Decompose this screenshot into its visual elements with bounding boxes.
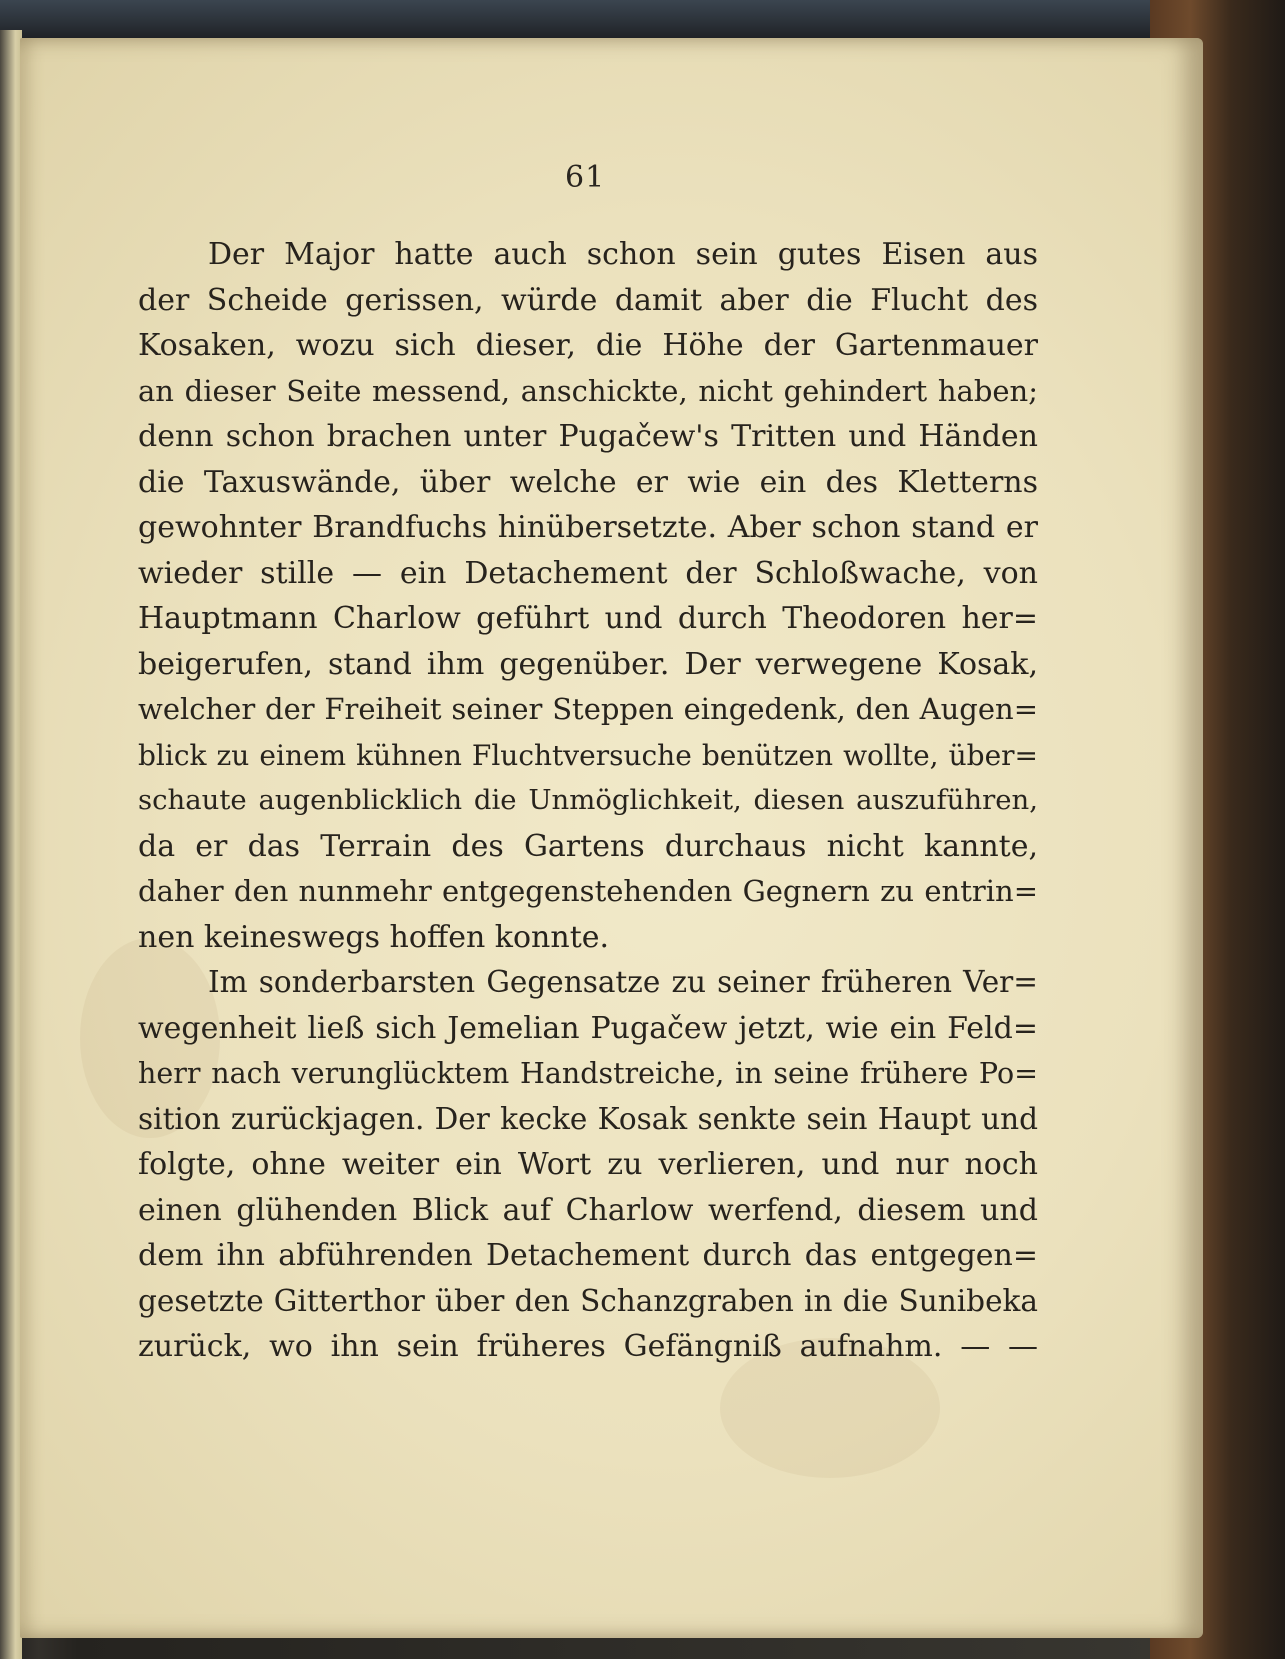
text-line: zurück, wo ihn sein früheres Gefängniß aufnahm. — — [138, 1329, 1038, 1364]
text-line: da er das Terrain des Gartens durchaus nicht kannte, [138, 828, 1038, 864]
text-line: nen keineswegs hoffen konnte. [138, 919, 610, 955]
text-line: blick zu einem kühnen Fluchtversuche benützen wollte, über= [138, 738, 1038, 772]
text-line: einen glühenden Blick auf Charlow werfend, diesem und [138, 1192, 1038, 1228]
text-line: Der Major hatte auch schon sein gutes Eisen aus [208, 237, 1038, 272]
text-line: Hauptmann Charlow geführt und durch Theodoren her= [138, 601, 1038, 636]
text-line: beigerufen, stand ihm gegenüber. Der verwegene Kosak, [138, 646, 1038, 682]
text-line: Kosaken, wozu sich dieser, die Höhe der Gartenmauer [138, 328, 1038, 363]
text-line: gesetzte Gitterthor über den Schanzgraben in die Sunibeka [138, 1283, 1038, 1318]
text-line: Im sonderbarsten Gegensatze zu seiner früheren Ver= [208, 965, 1038, 999]
previous-page-edge [0, 30, 22, 1659]
text-line: an dieser Seite messend, anschickte, nicht gehindert haben; [138, 373, 1038, 408]
text-line: wegenheit ließ sich Jemelian Pugačew jetzt, wie ein Feld= [138, 1010, 1038, 1046]
page-number: 61 [565, 160, 606, 195]
text-line: sition zurückjagen. Der kecke Kosak senkte sein Haupt und [138, 1101, 1038, 1136]
text-line: welcher der Freiheit seiner Steppen eingedenk, den Augen= [138, 692, 1038, 726]
book-cover-top-edge [0, 0, 1285, 38]
text-line: schaute augenblicklich die Unmöglichkeit, diesen auszuführen, [138, 784, 1038, 816]
text-line: folgte, ohne weiter ein Wort zu verlieren, und nur noch [138, 1147, 1038, 1182]
text-line: wieder stille — ein Detachement der Schloßwache, von [138, 555, 1038, 591]
text-line: gewohnter Brandfuchs hinübersetzte. Aber schon stand er [138, 510, 1038, 545]
text-line: herr nach verunglücktem Handstreiche, in seine frühere Po= [138, 1057, 1038, 1090]
text-line: daher den nunmehr entgegenstehenden Gegnern zu entrin= [138, 874, 1038, 908]
text-line: denn schon brachen unter Pugačew's Tritten und Händen [138, 419, 1038, 454]
text-line: der Scheide gerissen, würde damit aber die Flucht des [138, 282, 1038, 318]
text-line: die Taxuswände, über welche er wie ein des Kletterns [138, 464, 1038, 500]
text-line: dem ihn abführenden Detachement durch das entgegen= [138, 1238, 1038, 1273]
body-text [138, 232, 1038, 1370]
